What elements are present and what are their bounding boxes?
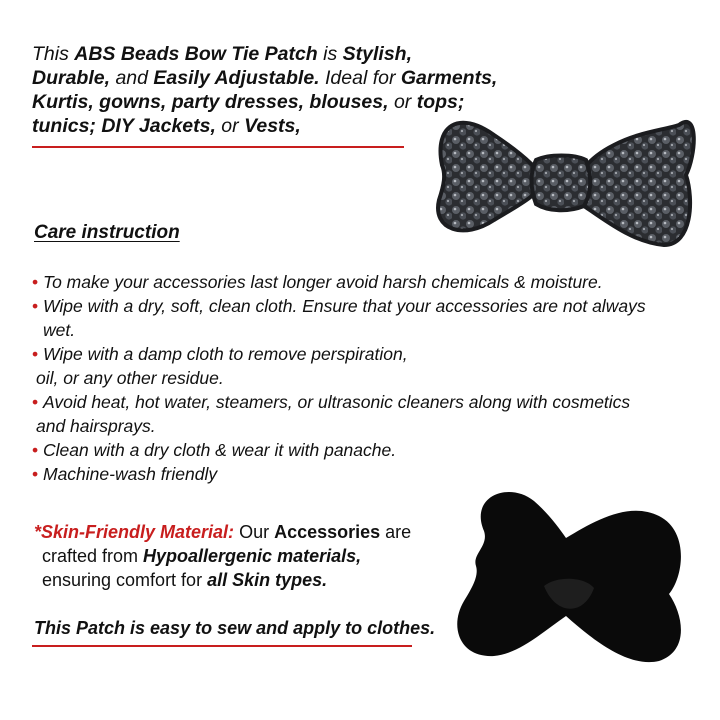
- intro-text: This: [32, 43, 75, 65]
- bow-knot: [532, 156, 591, 211]
- sew-note: This Patch is easy to sew and apply to clothes.: [34, 618, 436, 638]
- intro-durable: Durable,: [32, 67, 111, 89]
- bow-left-wing: [438, 123, 544, 231]
- care-item-continued: and hairsprays.: [36, 416, 156, 436]
- divider-bottom: [32, 645, 412, 647]
- felt-bow-shape: [457, 492, 681, 662]
- skin-friendly-paragraph: *Skin-Friendly Material: Our Accessories are crafted from Hypoallergenic materials, ensuring comfort for all Skin types.: [34, 522, 412, 590]
- care-item: • Machine-wash friendly: [32, 462, 672, 486]
- divider-top: [32, 146, 404, 148]
- intro-adjustable: Easily Adjustable.: [153, 67, 320, 89]
- intro-text: or: [215, 115, 245, 137]
- skin-heading: *Skin-Friendly Material:: [34, 522, 235, 542]
- intro-tops: tops;: [416, 91, 465, 113]
- intro-text: or: [388, 91, 417, 113]
- felt-bow-image: [444, 476, 696, 676]
- beaded-bow-image: [424, 80, 700, 270]
- care-item-continued: oil, or any other residue.: [36, 368, 224, 388]
- care-heading: Care instruction: [34, 222, 180, 243]
- intro-tunics: tunics; DIY Jackets,: [32, 115, 216, 137]
- intro-garments: Garments,: [400, 67, 498, 89]
- care-item: • Wipe with a dry, soft, clean cloth. Ensure that your accessories are not always wet.: [32, 294, 672, 342]
- intro-text: Ideal for: [319, 67, 401, 89]
- care-item: • Clean with a dry cloth & wear it with panache.: [32, 438, 672, 462]
- care-item: • Wipe with a damp cloth to remove perspiration, oil, or any other residue.: [32, 342, 672, 390]
- care-item: • Avoid heat, hot water, steamers, or ultrasonic cleaners along with cosmetics and hairsprays.: [32, 390, 672, 438]
- intro-text: is: [317, 43, 343, 65]
- intro-vests: Vests,: [244, 115, 301, 137]
- intro-kurtis: Kurtis, gowns, party dresses, blouses,: [32, 91, 389, 113]
- care-list: [32, 270, 672, 486]
- intro-product: ABS Beads Bow Tie Patch: [74, 43, 318, 65]
- intro-text: and: [110, 67, 154, 89]
- care-item: • To make your accessories last longer avoid harsh chemicals & moisture.: [32, 270, 672, 294]
- intro-stylish: Stylish,: [342, 43, 413, 65]
